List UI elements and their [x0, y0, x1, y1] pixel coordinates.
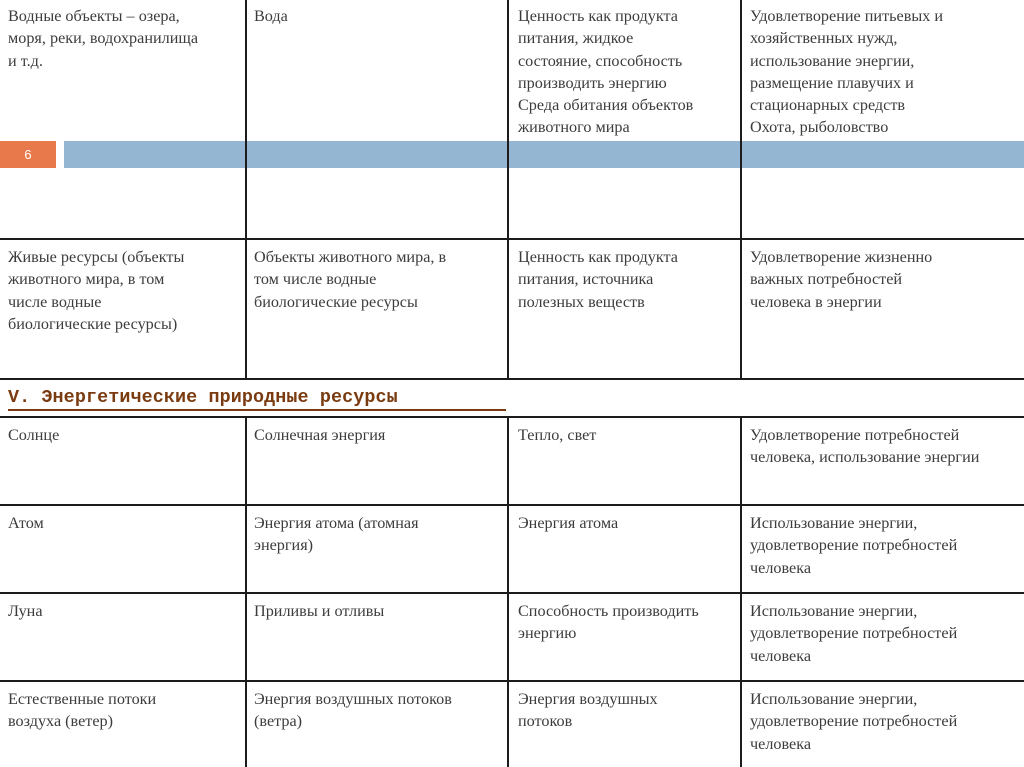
cell-text-line: Использование энергии,	[750, 690, 918, 708]
cell-text-line: человека	[750, 558, 812, 577]
slide-header-bar	[64, 141, 1024, 168]
table-vertical-rule	[740, 416, 742, 767]
table-cell	[750, 5, 943, 139]
cell-text-line: Энергия атома (атомная	[254, 514, 419, 532]
table-cell	[254, 424, 385, 446]
cell-text-line: удовлетворение потребностей	[750, 536, 958, 555]
table-cell	[254, 512, 419, 557]
table-vertical-rule	[507, 416, 509, 767]
table-cell	[8, 246, 184, 335]
table-cell	[254, 688, 452, 733]
cell-text-line: животного мира	[518, 118, 630, 137]
cell-text-line: Энергия воздушных потоков	[254, 690, 452, 708]
cell-text-line: Приливы и отливы	[254, 602, 385, 620]
table-cell	[518, 688, 658, 733]
cell-text-line: использование энергии,	[750, 51, 915, 70]
table-cell	[750, 512, 957, 579]
section-title-underline	[8, 409, 506, 411]
table-horizontal-rule	[0, 238, 1024, 240]
cell-text-line: Вода	[254, 7, 288, 25]
table-horizontal-rule	[0, 592, 1024, 594]
table-cell	[8, 5, 198, 72]
cell-text-line: Энергия воздушных	[518, 690, 658, 708]
cell-text-line: полезных веществ	[518, 292, 645, 311]
cell-text-line: потоков	[518, 712, 573, 731]
cell-text-line: числе водные	[8, 292, 102, 311]
cell-text-line: Удовлетворение потребностей	[750, 426, 960, 444]
cell-text-line: Способность производить	[518, 602, 699, 620]
cell-text-line: энергию	[518, 624, 577, 643]
cell-text-line: и т.д.	[8, 51, 43, 70]
table-vertical-rule	[507, 0, 509, 379]
table-cell	[518, 5, 693, 139]
table-cell	[254, 5, 288, 27]
table-vertical-rule	[245, 416, 247, 767]
cell-text-line: состояние, способность	[518, 51, 683, 70]
table-cell	[8, 512, 44, 534]
table-cell	[8, 600, 43, 622]
cell-text-line: удовлетворение потребностей	[750, 712, 958, 731]
cell-text-line: Солнечная энергия	[254, 426, 386, 444]
cell-text-line: Луна	[8, 602, 43, 620]
cell-text-line: человека, использование энергии	[750, 448, 980, 467]
cell-text-line: Водные объекты – озера,	[8, 7, 180, 25]
section-title: V. Энергетические природные ресурсы	[8, 387, 398, 408]
cell-text-line: человека	[750, 646, 812, 665]
table-cell	[254, 600, 384, 622]
cell-text-line: Объекты животного мира, в	[254, 248, 447, 266]
cell-text-line: Атом	[8, 514, 44, 532]
cell-text-line: воздуха (ветер)	[8, 712, 114, 731]
cell-text-line: Среда обитания объектов	[518, 96, 694, 115]
table-cell	[750, 246, 932, 313]
table-cell	[750, 600, 957, 667]
cell-text-line: (ветра)	[254, 712, 303, 731]
table-horizontal-rule	[0, 378, 1024, 380]
cell-text-line: Охота, рыболовство	[750, 118, 889, 137]
cell-text-line: питания, жидкое	[518, 29, 634, 48]
table-cell	[518, 600, 699, 645]
cell-text-line: хозяйственных нужд,	[750, 29, 898, 48]
cell-text-line: размещение плавучих и	[750, 73, 914, 92]
table-cell	[750, 688, 957, 755]
cell-text-line: удовлетворение потребностей	[750, 624, 958, 643]
cell-text-line: Ценность как продукта	[518, 7, 678, 25]
cell-text-line: животного мира, в том	[8, 270, 165, 289]
cell-text-line: питания, источника	[518, 270, 654, 289]
table-cell	[8, 424, 59, 446]
cell-text-line: Ценность как продукта	[518, 248, 678, 266]
table-cell	[8, 688, 156, 733]
cell-text-line: моря, реки, водохранилища	[8, 29, 199, 48]
cell-text-line: Энергия атома	[518, 514, 619, 532]
table-cell	[518, 512, 618, 534]
cell-text-line: производить энергию	[518, 73, 667, 92]
table-horizontal-rule	[0, 680, 1024, 682]
table-cell	[518, 424, 596, 446]
cell-text-line: человека в энергии	[750, 292, 882, 311]
cell-text-line: биологические ресурсы	[254, 292, 418, 311]
cell-text-line: Удовлетворение жизненно	[750, 248, 933, 266]
cell-text-line: человека	[750, 734, 812, 753]
cell-text-line: энергия)	[254, 536, 314, 555]
table-cell	[254, 246, 446, 313]
cell-text-line: Использование энергии,	[750, 514, 918, 532]
table-horizontal-rule	[0, 504, 1024, 506]
cell-text-line: Солнце	[8, 426, 60, 444]
table-vertical-rule	[245, 0, 247, 379]
cell-text-line: том числе водные	[254, 270, 377, 289]
cell-text-line: Тепло, свет	[518, 426, 597, 444]
cell-text-line: Удовлетворение питьевых и	[750, 7, 944, 25]
table-cell	[518, 246, 678, 313]
cell-text-line: стационарных средств	[750, 96, 906, 115]
table-horizontal-rule	[0, 416, 1024, 418]
table-cell	[750, 424, 979, 469]
cell-text-line: важных потребностей	[750, 270, 903, 289]
cell-text-line: Живые ресурсы (объекты	[8, 248, 185, 266]
cell-text-line: Естественные потоки	[8, 690, 157, 708]
slide-number: 6	[0, 141, 56, 168]
cell-text-line: Использование энергии,	[750, 602, 918, 620]
table-vertical-rule	[740, 0, 742, 379]
cell-text-line: биологические ресурсы)	[8, 314, 178, 333]
